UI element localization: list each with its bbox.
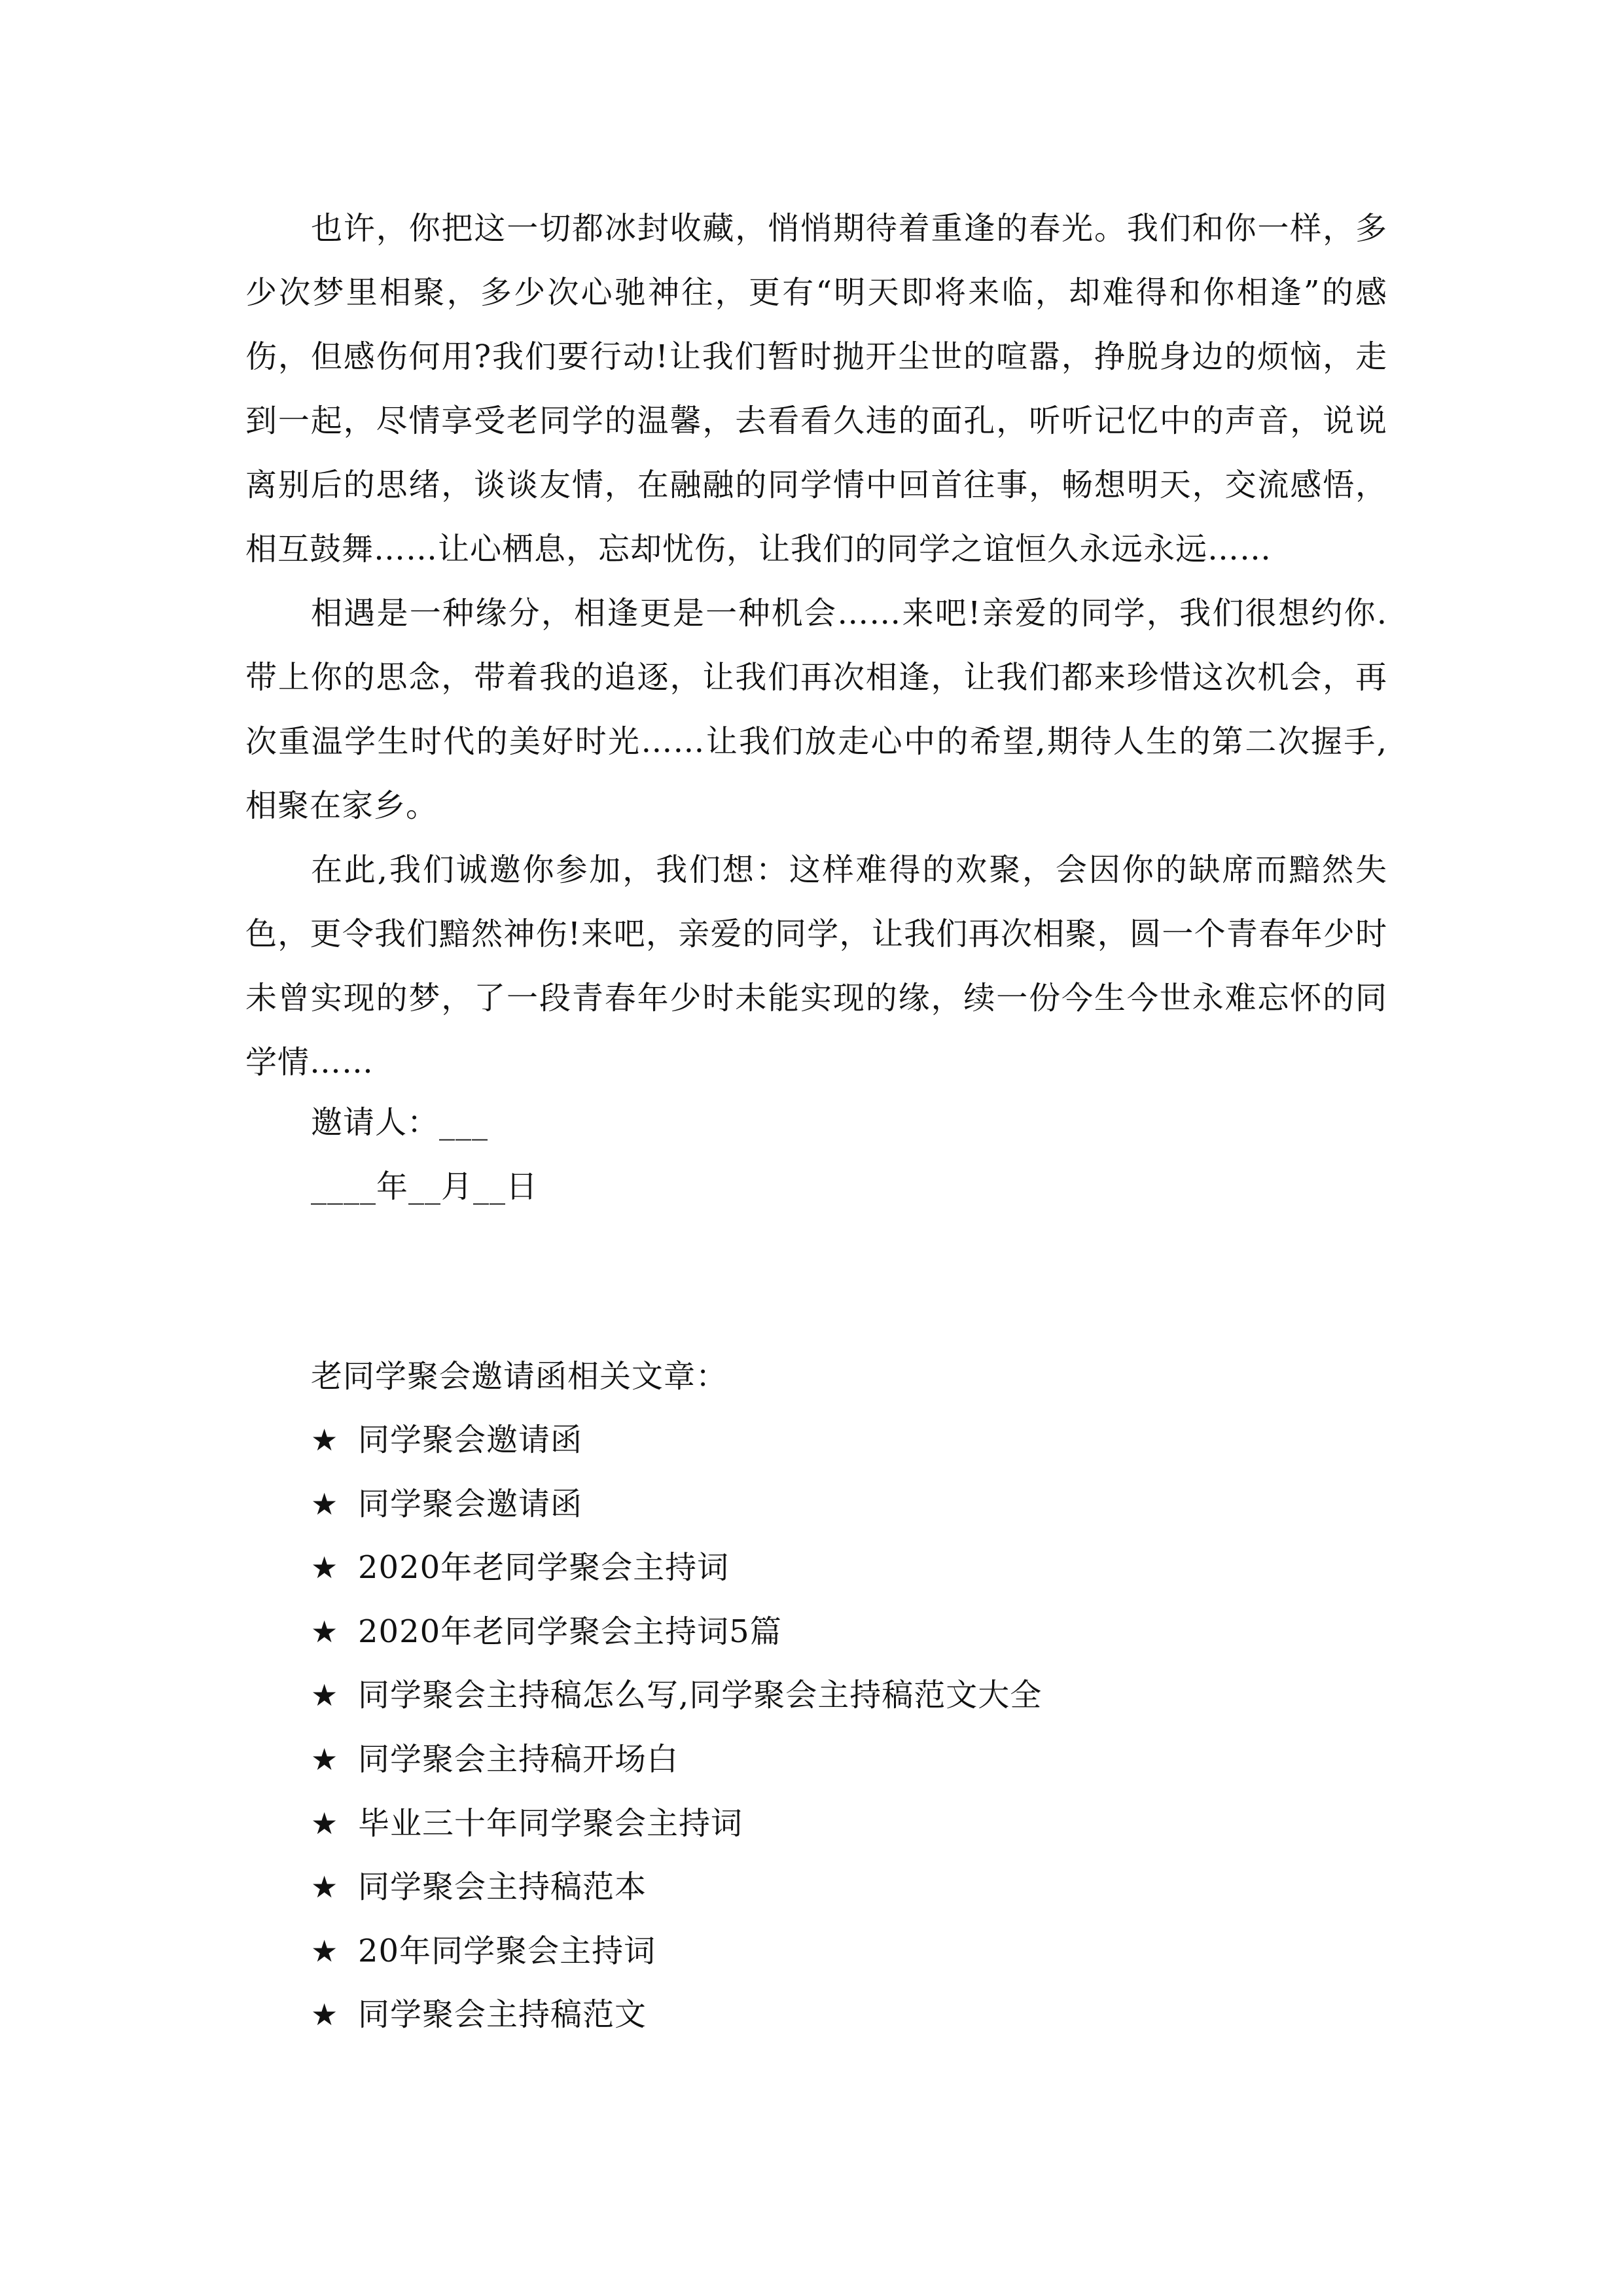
- letter-body: [245, 196, 1387, 1094]
- date-line: ____年__月__日: [311, 1168, 539, 1205]
- related-article-link[interactable]: [311, 1473, 1042, 1537]
- related-article-link[interactable]: [311, 1728, 1042, 1792]
- inviter-line: 邀请人：___: [311, 1104, 489, 1141]
- related-article-title: 同学聚会主持稿范文: [358, 1996, 647, 2034]
- paragraph-2: 相遇是一种缘分，相逢更是一种机会……来吧!亲爱的同学，我们很想约你.带上你的思念，带着我的追逐，让我们再次相逢，让我们都来珍惜这次机会，再次重温学生时代的美好时光……让我们放走心中的希望,期待人生的第二次握手,相聚在家乡。: [245, 595, 1387, 824]
- related-article-link[interactable]: [311, 1792, 1042, 1856]
- related-article-link[interactable]: [311, 1664, 1042, 1728]
- related-article-link[interactable]: [311, 1600, 1042, 1664]
- star-icon: ★: [311, 1997, 339, 2033]
- related-article-link[interactable]: [311, 1536, 1042, 1600]
- star-icon: ★: [311, 1486, 339, 1522]
- related-article-link[interactable]: [311, 1920, 1042, 1984]
- related-article-title: 2020年老同学聚会主持词: [358, 1549, 730, 1587]
- star-icon: ★: [311, 1550, 339, 1586]
- related-articles-list: [311, 1408, 1042, 2047]
- related-article-title: 2020年老同学聚会主持词5篇: [358, 1613, 782, 1650]
- paragraph-3: 在此,我们诚邀你参加，我们想：这样难得的欢聚，会因你的缺席而黯然失色，更令我们黯然神伤!来吧，亲爱的同学，让我们再次相聚，圆一个青春年少时未曾实现的梦，了一段青春年少时未能实现的缘，续一份今生今世永难忘怀的同学情……: [245, 852, 1387, 1081]
- related-article-link[interactable]: [311, 1408, 1042, 1473]
- related-article-link[interactable]: [311, 1983, 1042, 2047]
- related-article-title: 同学聚会主持稿开场白: [358, 1740, 679, 1778]
- star-icon: ★: [311, 1869, 339, 1905]
- related-article-title: 毕业三十年同学聚会主持词: [358, 1804, 743, 1842]
- related-article-title: 20年同学聚会主持词: [358, 1932, 656, 1969]
- star-icon: ★: [311, 1741, 339, 1777]
- star-icon: ★: [311, 1933, 339, 1969]
- related-article-title: 同学聚会邀请函: [358, 1422, 583, 1458]
- related-articles-title: 老同学聚会邀请函相关文章：: [311, 1358, 728, 1395]
- star-icon: ★: [311, 1805, 339, 1841]
- star-icon: ★: [311, 1613, 339, 1649]
- related-article-title: 同学聚会主持稿范本: [358, 1869, 647, 1906]
- related-article-title: 同学聚会邀请函: [358, 1485, 583, 1522]
- star-icon: ★: [311, 1422, 339, 1458]
- star-icon: ★: [311, 1677, 339, 1713]
- paragraph-1: 也许，你把这一切都冰封收藏，悄悄期待着重逢的春光。我们和你一样，多少次梦里相聚，多少次心驰神往，更有“明天即将来临，却难得和你相逢”的感伤，但感伤何用?我们要行动!让我们暂时抛开尘世的喧嚣，挣脱身边的烦恼，走到一起，尽情享受老同学的温馨，去看看久违的面孔，听听记忆中的声音，说说离别后的思绪，谈谈友情，在融融的同学情中回首往事，畅想明天，交流感悟，相互鼓舞……让心栖息，忘却忧伤，让我们的同学之谊恒久永远永远……: [245, 210, 1387, 567]
- related-article-link[interactable]: [311, 1856, 1042, 1920]
- related-article-title: 同学聚会主持稿怎么写,同学聚会主持稿范文大全: [358, 1677, 1043, 1714]
